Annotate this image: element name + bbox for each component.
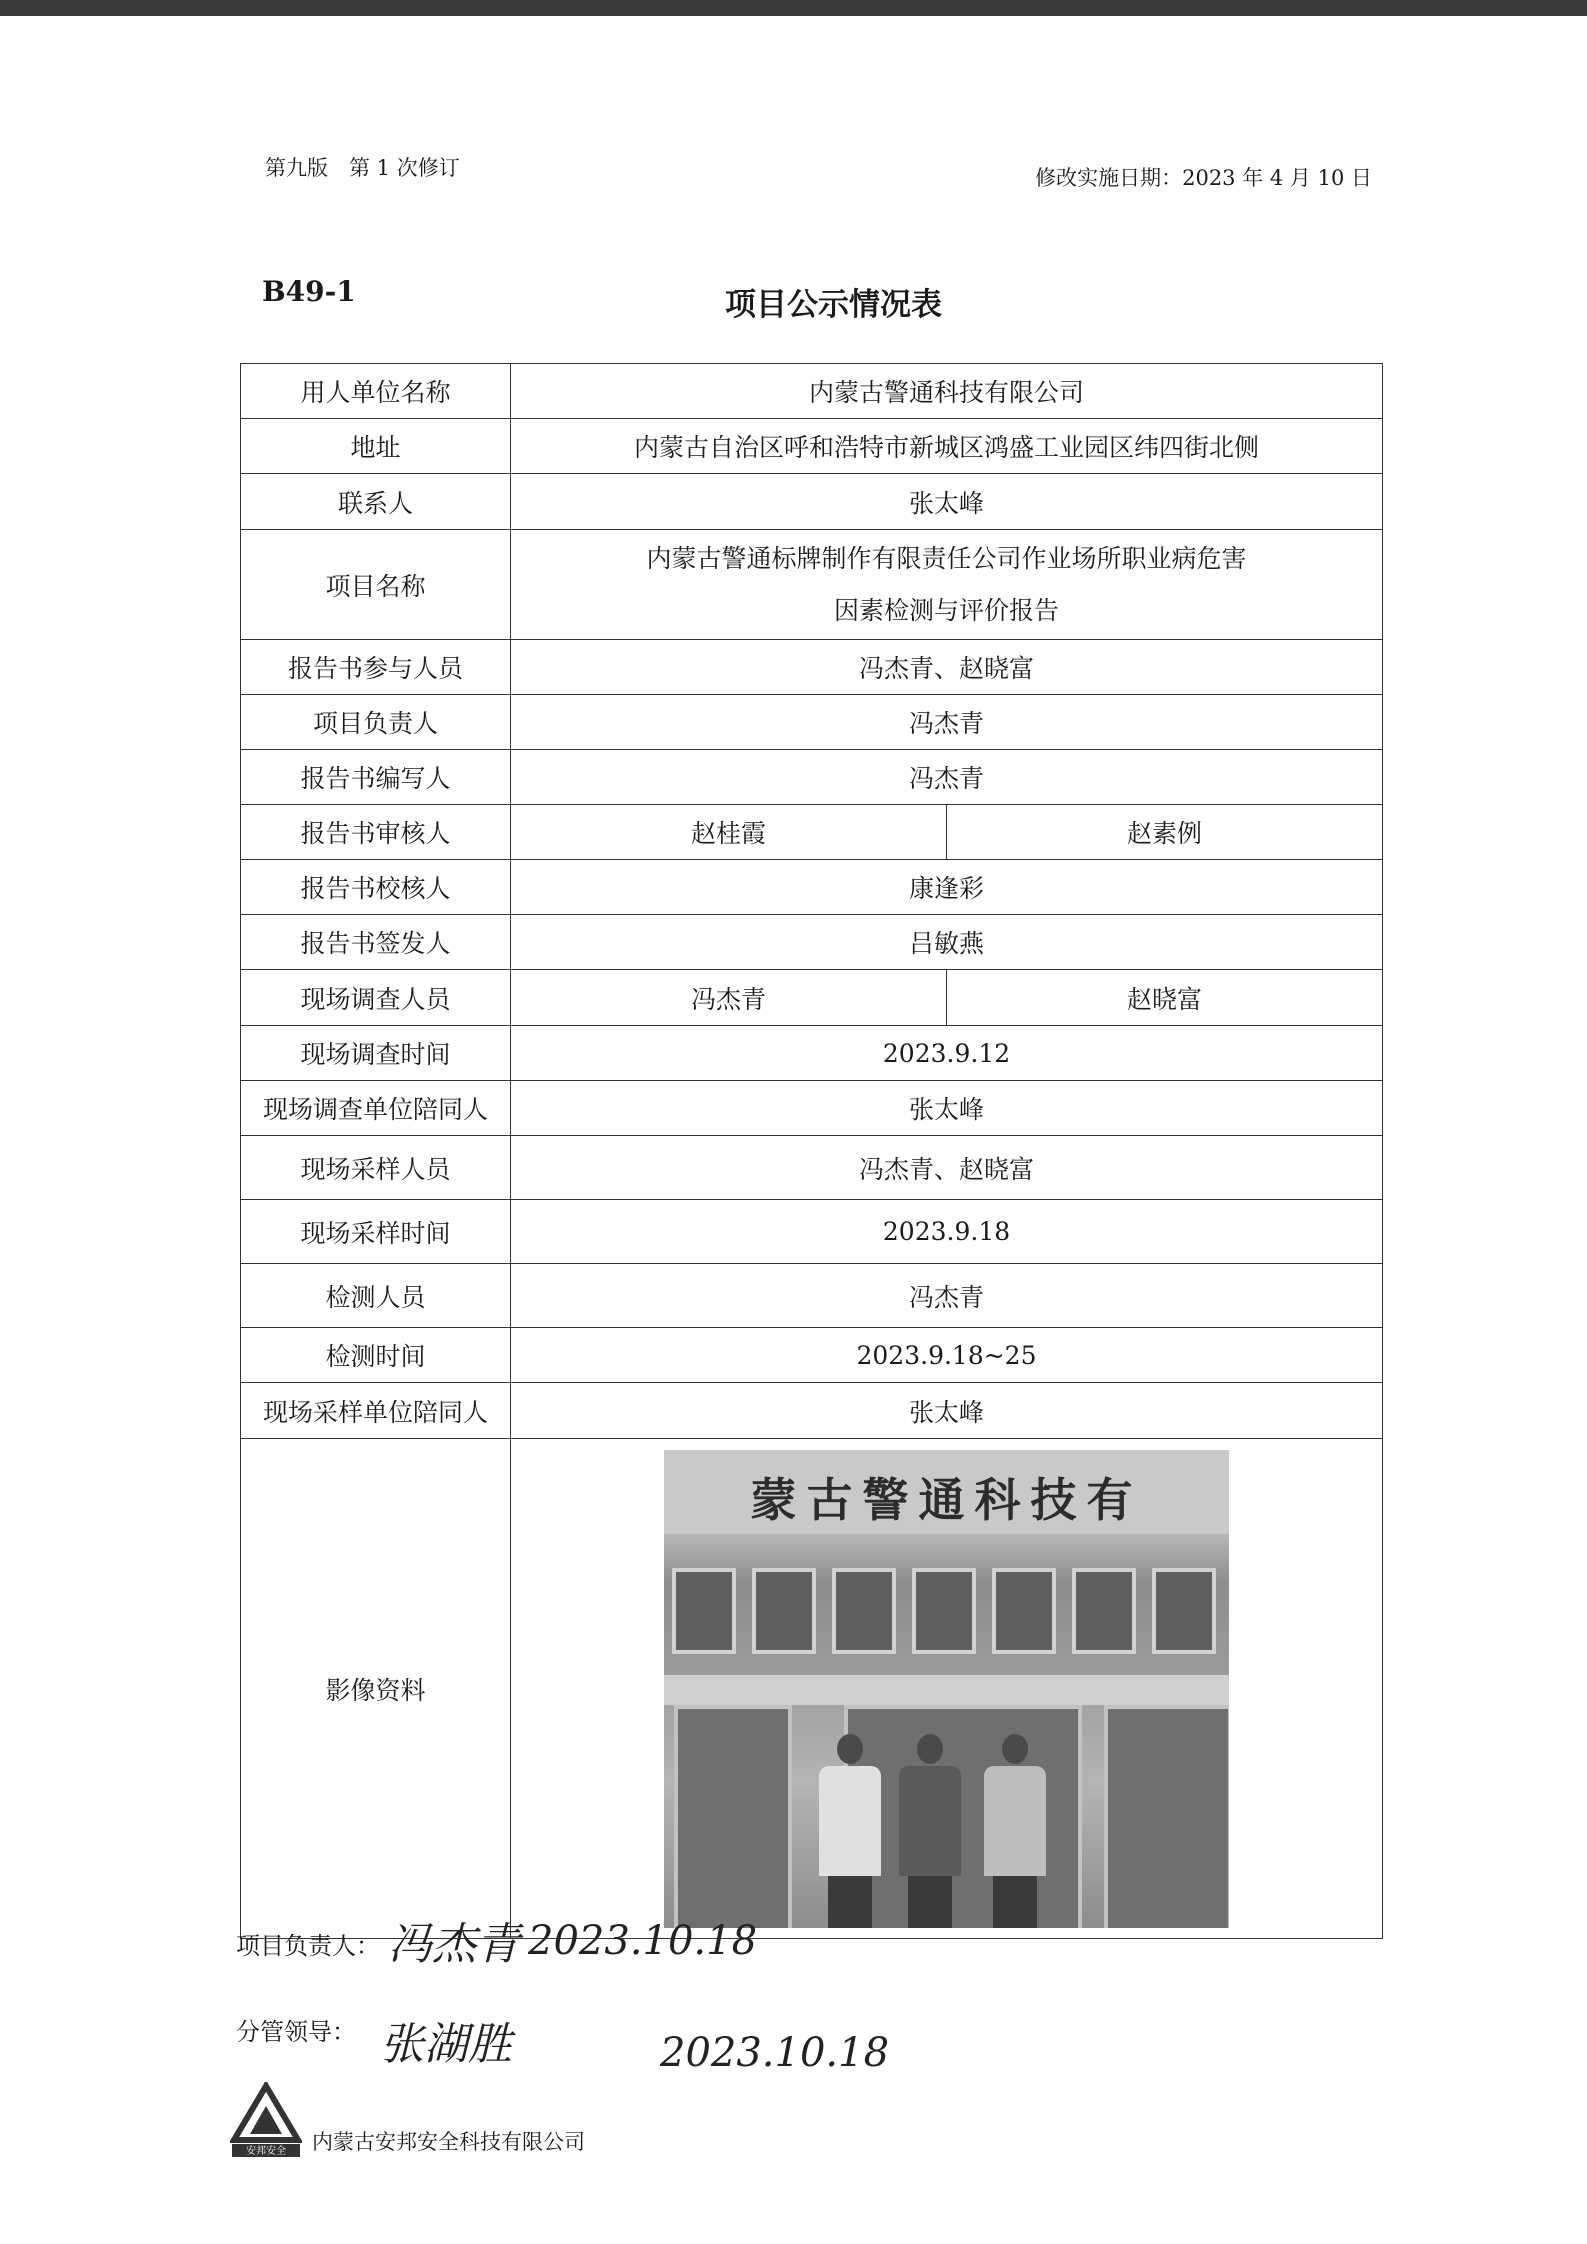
supervisor-sign-date: 2023.10.18 [660, 2030, 890, 2076]
building-window [912, 1568, 976, 1654]
writer-label: 报告书编写人 [241, 750, 511, 805]
address-value: 内蒙古自治区呼和浩特市新城区鸿盛工业园区纬四街北侧 [511, 419, 1383, 474]
table-row [241, 364, 1383, 419]
edition-note: 第九版 第 1 次修订 [265, 156, 460, 180]
investigation-escort-label: 现场调查单位陪同人 [241, 1081, 511, 1136]
investigation-time-value: 2023.9.12 [511, 1026, 1383, 1081]
image-cell [511, 1439, 1383, 1939]
project-value [511, 530, 1383, 640]
investigation-escort-value: 张太峰 [511, 1081, 1383, 1136]
table-row [241, 1264, 1383, 1328]
investigation-time-label: 现场调查时间 [241, 1026, 511, 1081]
table-row [241, 695, 1383, 750]
table-row [241, 1439, 1383, 1939]
table-row [241, 915, 1383, 970]
table-row [241, 970, 1383, 1026]
investigators-value-1: 冯杰青 [511, 970, 947, 1026]
project-label: 项目名称 [241, 530, 511, 640]
table-row [241, 419, 1383, 474]
samplers-value: 冯杰青、赵晓富 [511, 1136, 1383, 1200]
building-window [1152, 1568, 1216, 1654]
footer-company: 内蒙古安邦安全科技有限公司 [312, 2130, 585, 2154]
investigators-value-2: 赵晓富 [947, 970, 1383, 1026]
checker-value: 康逢彩 [511, 860, 1383, 915]
table-row [241, 1136, 1383, 1200]
table-row [241, 640, 1383, 695]
participants-label: 报告书参与人员 [241, 640, 511, 695]
sampling-time-value: 2023.9.18 [511, 1200, 1383, 1264]
form-title: 项目公示情况表 [725, 287, 942, 323]
testing-time-label: 检测时间 [241, 1328, 511, 1383]
company-logo-icon [230, 2082, 302, 2158]
project-info-table [240, 363, 1383, 1939]
checker-label: 报告书校核人 [241, 860, 511, 915]
address-label: 地址 [241, 419, 511, 474]
company-logo-text: 安邦安全 [246, 2146, 286, 2157]
samplers-label: 现场采样人员 [241, 1136, 511, 1200]
building-facade-band [664, 1675, 1229, 1705]
leader-sign-date: 2023.10.18 [528, 1918, 758, 1964]
investigators-label: 现场调查人员 [241, 970, 511, 1026]
testers-label: 检测人员 [241, 1264, 511, 1328]
building-glass-panel [1104, 1705, 1229, 1928]
leader-signature: 冯杰青 [388, 1919, 520, 1970]
table-row [241, 1026, 1383, 1081]
building-sign-text: 蒙古警通科技有 [750, 1472, 1143, 1527]
leader-label: 项目负责人 [241, 695, 511, 750]
table-row [241, 474, 1383, 530]
table-row [241, 860, 1383, 915]
building-window [752, 1568, 816, 1654]
person-figure [899, 1734, 961, 1928]
reviewer-value-1: 赵桂霞 [511, 805, 947, 860]
table-row [241, 1081, 1383, 1136]
project-value-line-2: 因素检测与评价报告 [834, 595, 1060, 625]
building-window [672, 1568, 736, 1654]
sampling-escort-label: 现场采样单位陪同人 [241, 1383, 511, 1439]
site-photo [664, 1450, 1229, 1928]
page-top-edge [0, 0, 1587, 16]
person-figure [819, 1734, 881, 1928]
employer-label: 用人单位名称 [241, 364, 511, 419]
reviewer-value-2: 赵素例 [947, 805, 1383, 860]
image-label: 影像资料 [241, 1439, 511, 1939]
table-row [241, 1328, 1383, 1383]
testers-value: 冯杰青 [511, 1264, 1383, 1328]
form-code: B49-1 [262, 275, 356, 308]
table-row [241, 1200, 1383, 1264]
testing-time-value: 2023.9.18~25 [511, 1328, 1383, 1383]
reviewer-label: 报告书审核人 [241, 805, 511, 860]
table-row [241, 1383, 1383, 1439]
table-row [241, 750, 1383, 805]
participants-value: 冯杰青、赵晓富 [511, 640, 1383, 695]
issuer-label: 报告书签发人 [241, 915, 511, 970]
writer-value: 冯杰青 [511, 750, 1383, 805]
effective-date: 修改实施日期：2023 年 4 月 10 日 [1035, 166, 1372, 190]
contact-label: 联系人 [241, 474, 511, 530]
person-figure [984, 1734, 1046, 1928]
leader-signoff-label: 项目负责人： [236, 1932, 380, 1960]
building-glass-panel [674, 1705, 792, 1928]
employer-value: 内蒙古警通科技有限公司 [511, 364, 1383, 419]
leader-value: 冯杰青 [511, 695, 1383, 750]
building-window [992, 1568, 1056, 1654]
building-window [832, 1568, 896, 1654]
project-value-line-1: 内蒙古警通标牌制作有限责任公司作业场所职业病危害 [646, 543, 1247, 573]
contact-value: 张太峰 [511, 474, 1383, 530]
table-row [241, 530, 1383, 640]
sampling-escort-value: 张太峰 [511, 1383, 1383, 1439]
supervisor-signature: 张湖胜 [380, 2019, 512, 2070]
table-row [241, 805, 1383, 860]
building-window [1072, 1568, 1136, 1654]
supervisor-signoff-label: 分管领导： [236, 2018, 356, 2046]
issuer-value: 吕敏燕 [511, 915, 1383, 970]
sampling-time-label: 现场采样时间 [241, 1200, 511, 1264]
